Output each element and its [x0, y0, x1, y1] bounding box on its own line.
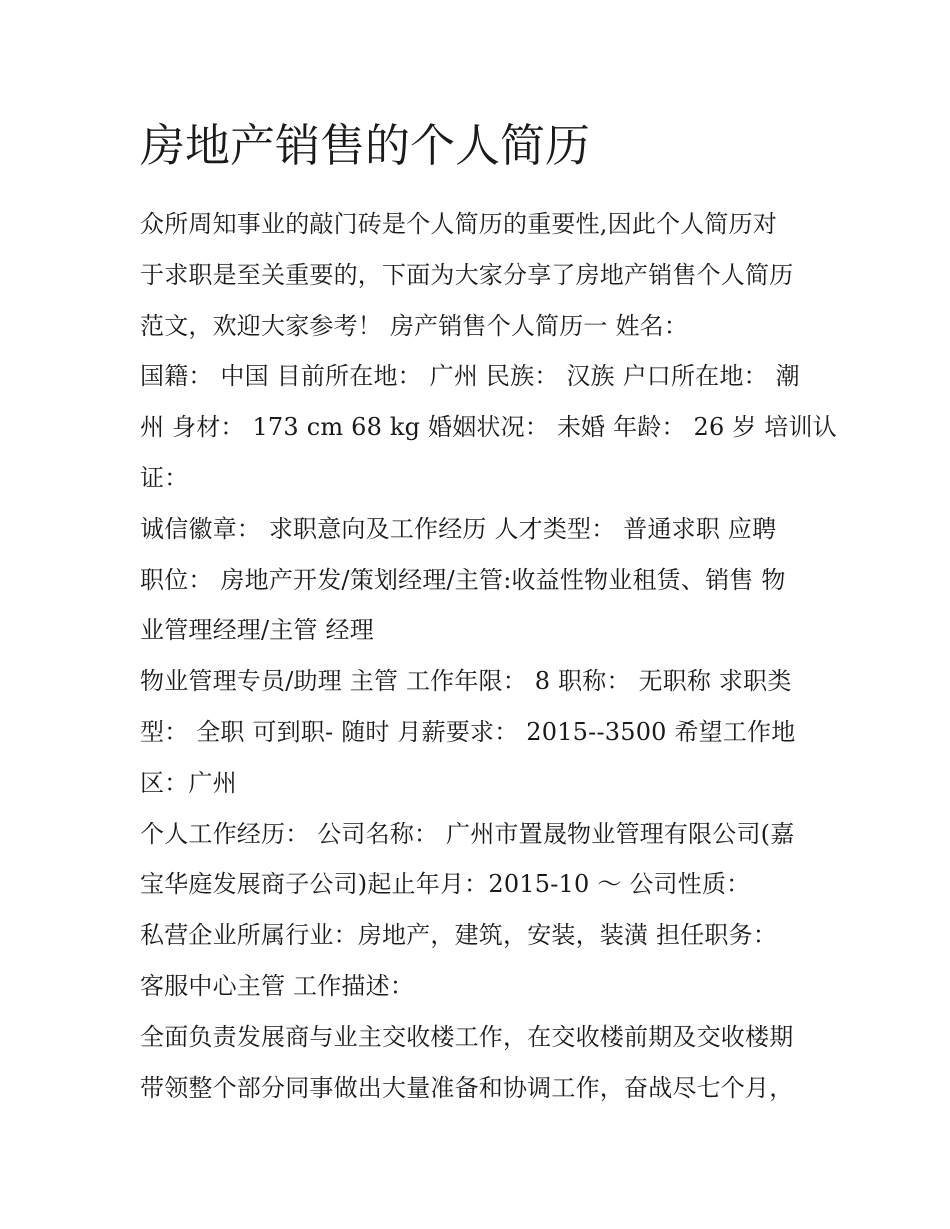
- text-line: 物业管理专员/助理 主管 工作年限： 8 职称： 无职称 求职类: [140, 667, 792, 696]
- text-line: 诚信徽章： 求职意向及工作经历 人才类型： 普通求职 应聘: [140, 514, 777, 543]
- text-line: 范文，欢迎大家参考！ 房产销售个人简历一 姓名：: [140, 311, 689, 340]
- text-line: 带领整个部分同事做出大量准备和协调工作，奋战尽七个月，: [140, 1073, 794, 1102]
- text-line: 业管理经理/主管 经理: [140, 616, 374, 645]
- text-line: 职位： 房地产开发/策划经理/主管:收益性物业租赁、销售 物: [140, 565, 786, 594]
- text-line: 众所周知事业的敲门砖是个人简历的重要性,因此个人简历对: [140, 210, 778, 238]
- text-line: 宝华庭发展商子公司)起止年月：2015-10 ～ 公司性质：: [140, 870, 751, 899]
- text-line: 州 身材： 173 cm 68 kg 婚姻状况： 未婚 年龄： 26 岁 培训认: [140, 413, 837, 442]
- document-body: [140, 199, 840, 1113]
- text-line: 全面负责发展商与业主交收楼工作，在交收楼前期及交收楼期: [140, 1022, 794, 1051]
- text-line: 个人工作经历： 公司名称： 广州市置晟物业管理有限公司(嘉: [140, 819, 795, 848]
- text-line: 证：: [140, 463, 189, 492]
- document-title: 房地产销售的个人简历: [140, 119, 591, 172]
- text-line: 区：广州: [140, 768, 237, 797]
- text-line: 客服中心主管 工作描述：: [140, 971, 415, 1000]
- text-line: 私营企业所属行业：房地产，建筑，安装，装潢 担任职务：: [140, 921, 778, 950]
- text-line: 国籍： 中国 目前所在地： 广州 民族： 汉族 户口所在地： 潮: [140, 362, 800, 391]
- text-line: 型： 全职 可到职- 随时 月薪要求： 2015--3500 希望工作地: [140, 717, 796, 746]
- text-line: 于求职是至关重要的，下面为大家分享了房地产销售个人简历: [140, 260, 794, 289]
